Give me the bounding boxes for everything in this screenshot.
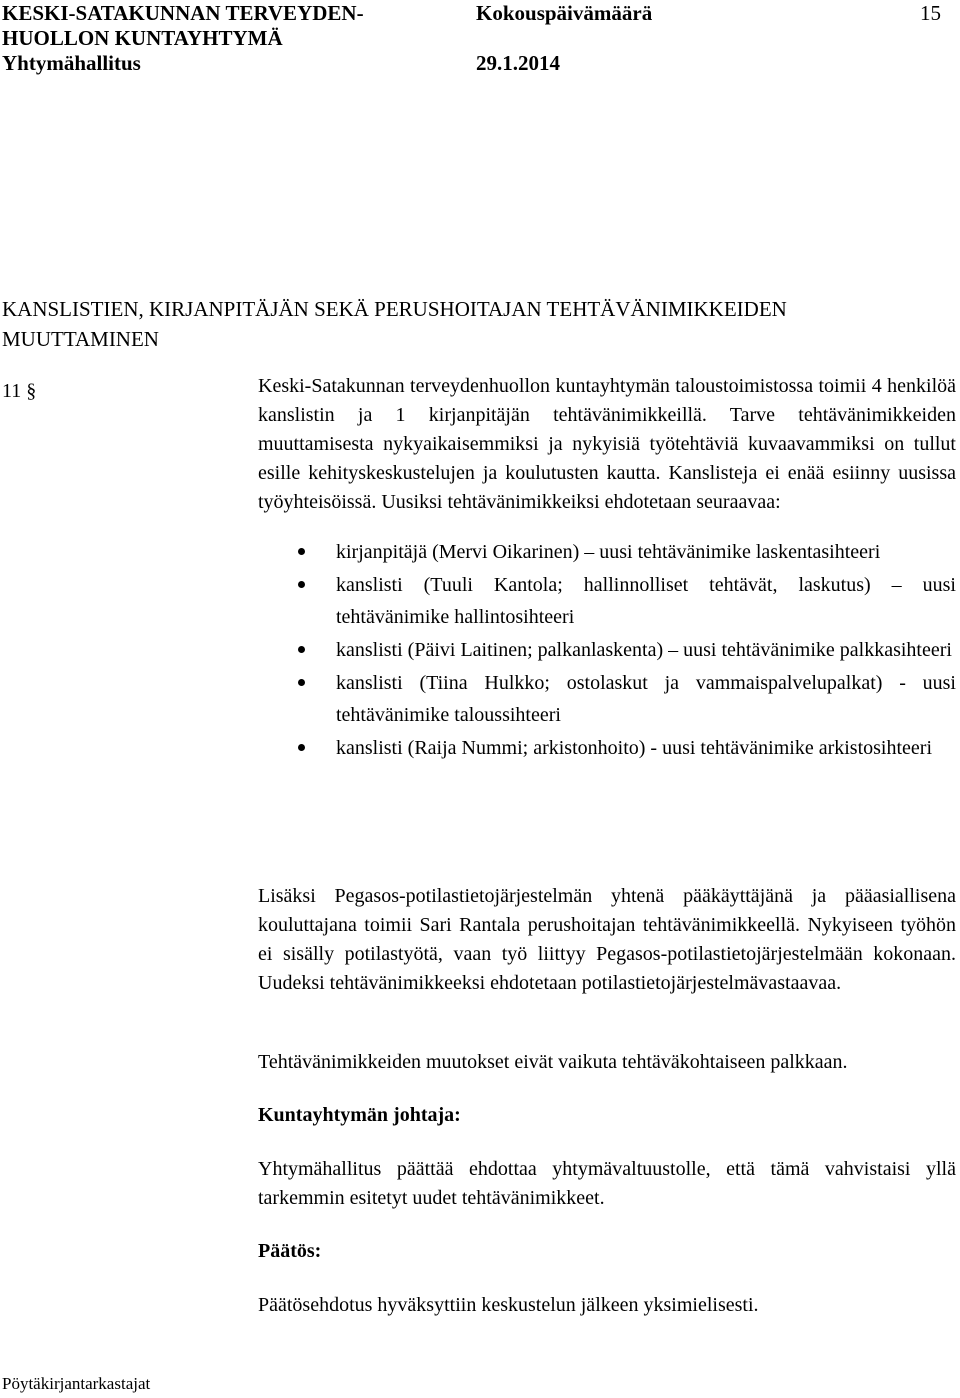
org-name-line2: HUOLLON KUNTAYHTYMÄ <box>2 26 283 50</box>
bullet-icon <box>298 744 305 751</box>
pegasos-paragraph: Lisäksi Pegasos-potilastietojärjestelmän yhtenä pääkäyttäjänä ja pääasiallisena kouluttajana toimii Sari Rantala perushoitajan tehtävänimikkeellä. Nykyiseen työhön ei sisälly potilastyötä, vaan työ liittyy Pegasos-potilastietojärjestelmään kokonaan. Uudeksi tehtävänimikkeeksi ehdotetaan potilastietojärjestelmävastaavaa. <box>258 885 956 994</box>
bullet-icon <box>298 548 305 555</box>
bullet-icon <box>298 581 305 588</box>
list-item: kirjanpitäjä (Mervi Oikarinen) – uusi tehtävänimike laskentasihteeri <box>258 536 956 568</box>
section-number: 11 § <box>2 380 37 402</box>
section-title: KANSLISTIEN, KIRJANPITÄJÄN SEKÄ PERUSHOITAJAN TEHTÄVÄNIMIKKEIDEN MUUTTAMINEN <box>2 297 787 351</box>
list-item: kanslisti (Päivi Laitinen; palkanlaskenta) – uusi tehtävänimike palkkasihteeri <box>258 634 956 666</box>
bullet-icon <box>298 646 305 653</box>
decision-text: Päätösehdotus hyväksyttiin keskustelun jälkeen yksimielisesti. <box>258 1294 759 1316</box>
decision-heading: Päätös: <box>258 1240 322 1262</box>
list-item: kanslisti (Raija Nummi; arkistonhoito) - uusi tehtävänimike arkistosihteeri <box>258 732 956 764</box>
list-item: kanslisti (Tiina Hulkko; ostolaskut ja vammaispalvelupalkat) - uusi tehtävänimike taloussihteeri <box>258 667 956 731</box>
director-proposal: Yhtymähallitus päättää ehdottaa yhtymävaltuustolle, että tämä vahvistaisi yllä tarkemmin esitetyt uudet tehtävänimikkeet. <box>258 1158 956 1209</box>
date-label: Kokouspäivämäärä <box>476 1 653 25</box>
list-item: kanslisti (Tuuli Kantola; hallinnolliset tehtävät, laskutus) – uusi tehtävänimike hallintosihteeri <box>258 569 956 633</box>
minutes-reviewers-label: Pöytäkirjantarkastajat <box>2 1374 151 1393</box>
intro-paragraph: Keski-Satakunnan terveydenhuollon kuntayhtymän taloustoimistossa toimii 4 henkilöä kanslistin ja 1 kirjanpitäjän tehtävänimikkeillä. Tarve tehtävänimikkeiden muuttamisesta nykyaikaisemmiksi ja nykyisiä työtehtäviä kuvaavammiksi on tullut esille kehityskeskustelujen ja koulutusten kautta. Kanslisteja ei enää esiinny uusissa työyhteisöissä. Uusiksi tehtävänimikkeiksi ehdotetaan seuraavaa: <box>258 375 956 513</box>
board-name: Yhtymähallitus <box>2 51 141 75</box>
page-number: 15 <box>920 1 941 25</box>
bullet-icon <box>298 679 305 686</box>
director-heading: Kuntayhtymän johtaja: <box>258 1104 461 1126</box>
meeting-date: 29.1.2014 <box>476 51 560 75</box>
org-name-line1: KESKI-SATAKUNNAN TERVEYDEN- <box>2 1 364 25</box>
title-change-list <box>258 536 956 765</box>
salary-note: Tehtävänimikkeiden muutokset eivät vaikuta tehtäväkohtaiseen palkkaan. <box>258 1051 848 1073</box>
